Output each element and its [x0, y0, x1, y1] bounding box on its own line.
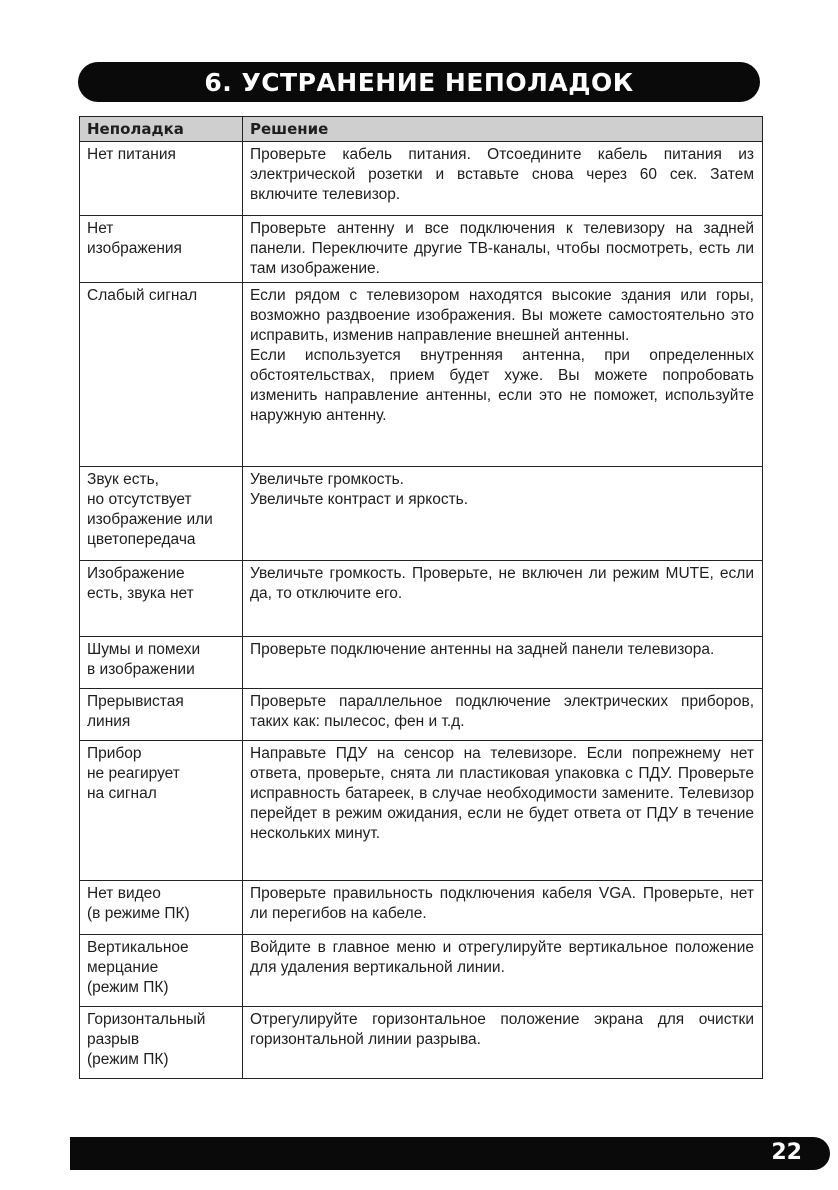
solution-paragraph: Увеличьте громкость.	[250, 471, 404, 488]
table-row	[80, 142, 763, 216]
solution-cell: Проверьте антенну и все подключения к телевизору на задней панели. Переключите другие ТВ-каналы, чтобы посмотреть, есть ли там изображение.	[243, 216, 763, 283]
solution-cell: Увеличьте громкость. Проверьте, не включен ли режим MUTE, если да, то отключите его.	[243, 561, 763, 637]
solution-cell: Направьте ПДУ на сенсор на телевизоре. Если попрежнему нет ответа, проверьте, снята ли пластиковая упаковка с ПДУ. Проверьте исправность батареек, в случае необходимости замените. Телевизор перейдет в режим ожидания, если не будет ответа от ПДУ в течение нескольких минут.	[243, 741, 763, 881]
table-row	[80, 561, 763, 637]
troubleshooting-table	[79, 116, 763, 1079]
solution-cell: Войдите в главное меню и отрегулируйте вертикальное положение для удаления вертикальной линии.	[243, 935, 763, 1007]
header-problem: Неполадка	[80, 117, 243, 142]
table-row	[80, 283, 763, 467]
solution-cell: Проверьте правильность подключения кабеля VGA. Проверьте, нет ли перегибов на кабеле.	[243, 881, 763, 935]
section-title: 6. УСТРАНЕНИЕ НЕПОЛАДОК	[204, 67, 634, 97]
solution-paragraph: Увеличьте контраст и яркость.	[250, 491, 469, 508]
solution-cell	[243, 467, 763, 561]
problem-cell: Слабый сигнал	[80, 283, 243, 467]
problem-cell: Изображение есть, звука нет	[80, 561, 243, 637]
problem-cell: Прерывистая линия	[80, 689, 243, 741]
problem-cell: Вертикальное мерцание (режим ПК)	[80, 935, 243, 1007]
problem-cell: Горизонтальный разрыв (режим ПК)	[80, 1007, 243, 1079]
solution-cell: Проверьте параллельное подключение электрических приборов, таких как: пылесос, фен и т.д.	[243, 689, 763, 741]
solution-cell: Проверьте кабель питания. Отсоедините кабель питания из электрической розетки и вставьте снова через 60 сек. Затем включите телевизор.	[243, 142, 763, 216]
table-row	[80, 467, 763, 561]
problem-cell: Прибор не реагирует на сигнал	[80, 741, 243, 881]
table-row	[80, 689, 763, 741]
table-row	[80, 637, 763, 689]
solution-cell: Отрегулируйте горизонтальное положение экрана для очистки горизонтальной линии разрыва.	[243, 1007, 763, 1079]
problem-cell: Нет питания	[80, 142, 243, 216]
problem-cell: Звук есть, но отсутствует изображение или цветопередача	[80, 467, 243, 561]
solution-paragraph: Если используется внутренняя антенна, при определенных обстоятельствах, прием будет хуже. Вы можете попробовать изменить направление антенны, если это не поможет, используйте наружную антенну.	[250, 347, 754, 424]
solution-cell	[243, 283, 763, 467]
section-title-bar	[78, 62, 760, 102]
problem-cell: Нет видео (в режиме ПК)	[80, 881, 243, 935]
table-row	[80, 1007, 763, 1079]
table-row	[80, 741, 763, 881]
header-solution: Решение	[243, 117, 763, 142]
solution-paragraph: Если рядом с телевизором находятся высокие здания или горы, возможно раздвоение изображения. Вы можете самостоятельно это исправить, изменив направление внешней антенны.	[250, 287, 754, 344]
table-row	[80, 935, 763, 1007]
table-row	[80, 881, 763, 935]
solution-cell: Проверьте подключение антенны на задней панели телевизора.	[243, 637, 763, 689]
table-header-row	[80, 117, 763, 142]
table-row	[80, 216, 763, 283]
footer-bar	[70, 1137, 830, 1170]
page-number: 22	[771, 1140, 802, 1165]
problem-cell: Шумы и помехи в изображении	[80, 637, 243, 689]
problem-cell: Нет изображения	[80, 216, 243, 283]
